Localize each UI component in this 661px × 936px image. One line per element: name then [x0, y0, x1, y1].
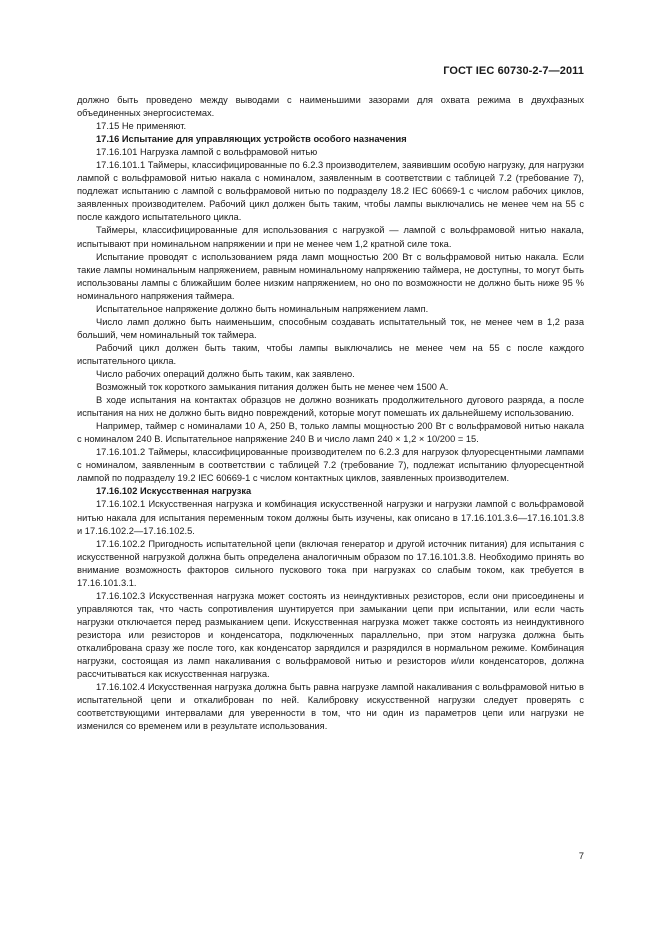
paragraph: Например, таймер с номиналами 10 А, 250 В, только лампы мощностью 200 Вт с вольфрамовой нитью накала с номиналом 240 В. Испытательное напряжение 240 В и число ламп 240 × 1,2 × 10/200 = 15.	[77, 421, 584, 445]
paragraph: Таймеры, классифицированные для использования с нагрузкой — лампой с вольфрамовой нитью накала, испытывают при номинальном напряжении и при не менее чем 1,2 кратной силе тока.	[77, 225, 584, 249]
subsection-heading: 17.16.101 Нагрузка лампой с вольфрамовой нитью	[96, 147, 318, 158]
paragraph: 17.16.102.4 Искусственная нагрузка должна быть равна нагрузке лампой накаливания с вольфрамовой нитью в испытательной цепи и откалиброван по ней. Калибровку искусственной нагрузки следует проверять с соответствующими интервалами для уверенности в том, что ни один из параметров цепи или нагрузки не изменился со временем или в результате использования.	[77, 682, 584, 732]
paragraph: 17.16.101.2 Таймеры, классифицированные производителем по 6.2.3 для нагрузок флуоресцентными лампами с номиналом, заявленным в соответствии с таблицей 7.2 (требование 7), подлежат испытанию флуоресцентной лампой по подразделу 19.2 IEC 60669-1 с числом контактных циклов, заявленных производителем.	[77, 447, 584, 484]
paragraph: 17.16.102.3 Искусственная нагрузка может состоять из неиндуктивных резисторов, если они присоединены и управляются так, что часть сопротивления шунтируется при замыкании цепи при испытании, или если часть нагрузки отключается перед размыканием цепи. Искусственная нагрузка может также состоять из неиндуктивного резистора или резисторов и конденсатора, подключенных параллельно, при этом нагрузка должна быть откалибрована сразу же после того, как конденсатор зарядился и разрядился в нормальном режиме. Комбинация нагрузки, состоящая из ламп накаливания с вольфрамовой нитью и резисторов и/или конденсаторов, должна рассчитываться как искусственная нагрузка.	[77, 590, 584, 680]
paragraph: Число ламп должно быть наименьшим, способным создавать испытательный ток, не менее чем в 1,2 раза больший, чем номинальный ток таймера.	[77, 316, 584, 340]
paragraph: 17.16.102.2 Пригодность испытательной цепи (включая генератор и другой источник питания) для испытания с искусственной нагрузкой должна быть определена аналогичным образом по 17.16.101.3.8. Необходимо принять во внимание возможность факторов сильного пускового тока при нагрузках со слабым током, как требуется в 17.16.101.3.1.	[77, 538, 584, 588]
paragraph: Число рабочих операций должно быть таким, как заявлено.	[96, 368, 355, 379]
section-heading: 17.16.102 Искусственная нагрузка	[96, 486, 252, 497]
paragraph: Испытание проводят с использованием ряда ламп мощностью 200 Вт с вольфрамовой нитью накала. Если такие лампы номинальным напряжением, равным номинальному напряжению таймера, не доступны, то могут быть использованы лампы с ближайшим более низким напряжением, но оно по возможности не должно быть ниже 95 % номинального напряжения таймера.	[77, 251, 584, 301]
paragraph: Возможный ток короткого замыкания питания должен быть не менее чем 1500 А.	[96, 382, 449, 393]
paragraph: Испытательное напряжение должно быть номинальным напряжением ламп.	[96, 303, 429, 314]
page-number: 7	[578, 851, 584, 862]
document-header: ГОСТ IEC 60730-2-7—2011	[443, 65, 584, 77]
paragraph: 17.16.101.1 Таймеры, классифицированные по 6.2.3 производителем, заявившим особую нагрузку, для нагрузки лампой с вольфрамовой нитью накала с номиналом, заявленным в соответствии с таблицей 7.2 (требование 7), подлежат испытанию с лампой с вольфрамовой нитью по подразделу 18.2 IEC 60669-1 с числом рабочих циклов, заявленных производителем. Рабочий цикл должен быть таким, чтобы лампы выключались не менее чем на 55 с после каждого испытательного цикла.	[77, 160, 584, 223]
paragraph: должно быть проведено между выводами с наименьшими зазорами для охвата режима в двухфазных объединенных энергосистемах.	[77, 95, 584, 119]
document-body	[77, 94, 584, 733]
paragraph: 17.16.102.1 Искусственная нагрузка и комбинация искусственной нагрузки и нагрузки лампой с вольфрамовой нитью накала для испытания переменным током должны быть изучены, как описано в 17.16.101.3.6—17.16.101.3.8 и 17.16.102.2—17.16.102.5.	[77, 499, 584, 536]
paragraph: Рабочий цикл должен быть таким, чтобы лампы выключались не менее чем на 55 с после каждого испытательного цикла.	[77, 342, 584, 366]
paragraph: 17.15 Не применяют.	[96, 121, 187, 132]
section-heading: 17.16 Испытание для управляющих устройств особого назначения	[96, 134, 407, 145]
paragraph: В ходе испытания на контактах образцов не должно возникать продолжительного дугового разряда, а после испытания на них не должно быть видно повреждений, которые могут помешать их дальнейшему использованию.	[77, 395, 584, 419]
